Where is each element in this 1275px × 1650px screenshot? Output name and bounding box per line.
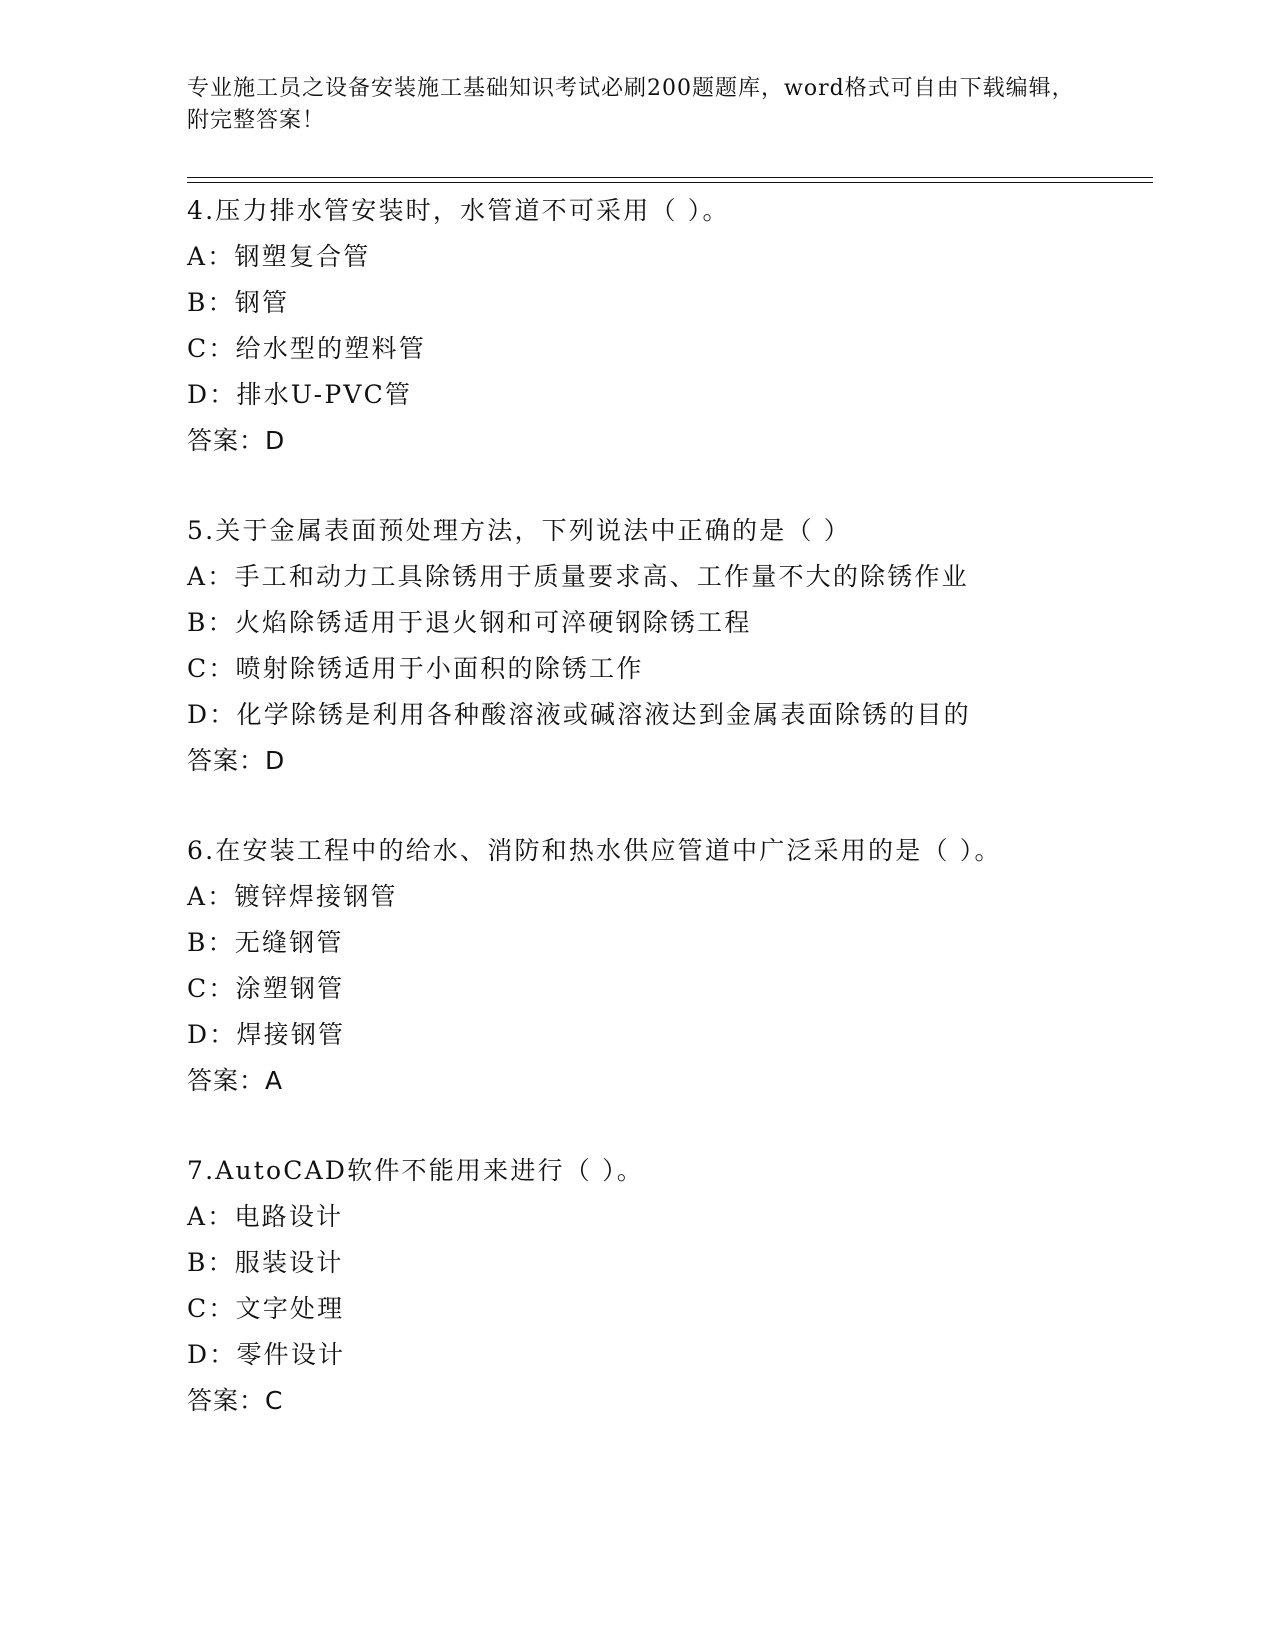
option-c: C：给水型的塑料管 xyxy=(187,334,426,363)
option-c: C：喷射除锈适用于小面积的除锈工作 xyxy=(187,654,644,683)
option-a: A：电路设计 xyxy=(187,1202,344,1231)
question-stem: 5.关于金属表面预处理方法，下列说法中正确的是（ ） xyxy=(187,516,852,545)
document-header: 专业施工员之设备安装施工基础知识考试必刷200题题库，word格式可自由下载编辑，附完整答案！ xyxy=(187,76,1075,133)
option-a: A：镀锌焊接钢管 xyxy=(187,882,398,911)
answer: 答案：D xyxy=(187,426,286,455)
option-d: D：排水U-PVC管 xyxy=(187,380,413,409)
question-stem: 6.在安装工程中的给水、消防和热水供应管道中广泛采用的是（ ）。 xyxy=(187,836,1002,865)
question-block xyxy=(187,828,1147,1104)
header-rule-top xyxy=(187,177,1153,178)
option-b: B：无缝钢管 xyxy=(187,928,344,957)
option-c: C：文字处理 xyxy=(187,1294,345,1323)
question-stem: 7.AutoCAD软件不能用来进行（ ）。 xyxy=(187,1156,644,1185)
answer: 答案：A xyxy=(187,1066,284,1095)
question-block xyxy=(187,188,1147,464)
question-block xyxy=(187,508,1147,784)
option-b: B：火焰除锈适用于退火钢和可淬硬钢除锈工程 xyxy=(187,608,752,637)
header-rule-bottom xyxy=(187,182,1153,183)
question-stem: 4.压力排水管安装时，水管道不可采用（ ）。 xyxy=(187,196,730,225)
answer: 答案：C xyxy=(187,1386,284,1415)
option-c: C：涂塑钢管 xyxy=(187,974,345,1003)
option-d: D：焊接钢管 xyxy=(187,1020,346,1049)
option-d: D：零件设计 xyxy=(187,1340,346,1369)
answer: 答案：D xyxy=(187,746,286,775)
option-a: A：钢塑复合管 xyxy=(187,242,371,271)
option-b: B：钢管 xyxy=(187,288,290,317)
option-b: B：服装设计 xyxy=(187,1248,344,1277)
question-block xyxy=(187,1148,1147,1424)
option-a: A：手工和动力工具除锈用于质量要求高、工作量不大的除锈作业 xyxy=(187,562,969,591)
option-d: D：化学除锈是利用各种酸溶液或碱溶液达到金属表面除锈的目的 xyxy=(187,700,971,729)
